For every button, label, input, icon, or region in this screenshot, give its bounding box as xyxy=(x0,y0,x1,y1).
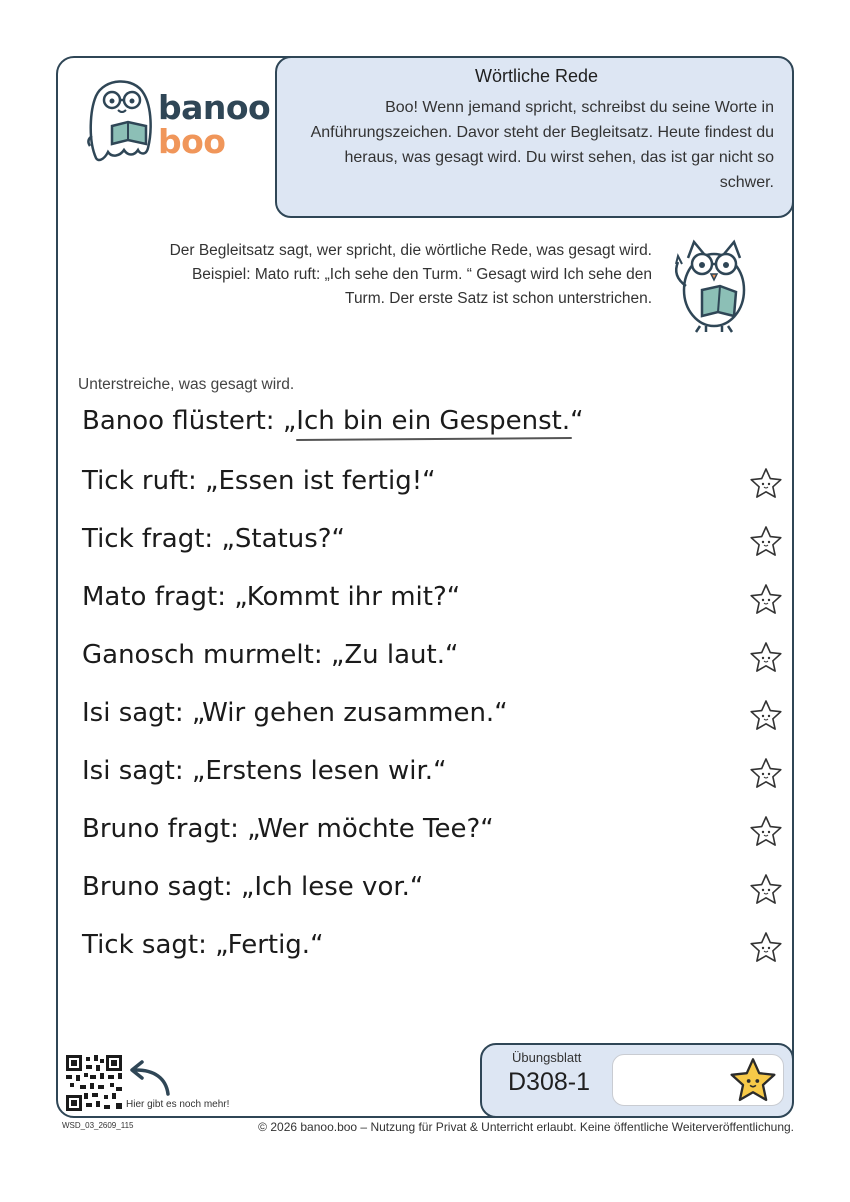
example-suffix: “ xyxy=(570,406,584,436)
sentence-9[interactable]: Tick sagt: „Fertig.“ xyxy=(82,930,324,960)
star-icon[interactable] xyxy=(748,466,784,502)
sentence-7[interactable]: Bruno fragt: „Wer möchte Tee?“ xyxy=(82,814,494,844)
logo-word-banoo: banoo xyxy=(158,88,271,127)
star-icon[interactable] xyxy=(748,930,784,966)
sentence-2[interactable]: Tick fragt: „Status?“ xyxy=(82,524,346,554)
worksheet-code: WSD_03_2609_115 xyxy=(62,1121,134,1130)
star-icon[interactable] xyxy=(748,814,784,850)
star-icon[interactable] xyxy=(748,524,784,560)
sheet-number: D308-1 xyxy=(508,1068,590,1096)
more-link-text[interactable]: Hier gibt es noch mehr! xyxy=(126,1099,230,1110)
sentence-3[interactable]: Mato fragt: „Kommt ihr mit?“ xyxy=(82,582,461,612)
sentence-8[interactable]: Bruno sagt: „Ich lese vor.“ xyxy=(82,872,424,902)
sheet-label: Übungsblatt xyxy=(512,1050,582,1065)
intro-text: Boo! Wenn jemand spricht, schreibst du seine Worte in Anführungszeichen. Davor steht der Begleitsatz. Heute findest du heraus, was gesagt wird. Du wirst sehen, das ist gar nicht so schwer. xyxy=(310,99,774,191)
owl-reading-icon xyxy=(664,230,758,334)
sentence-6[interactable]: Isi sagt: „Erstens lesen wir.“ xyxy=(82,756,447,786)
intro-box xyxy=(275,56,794,218)
logo xyxy=(82,70,272,170)
logo-word-boo: boo xyxy=(158,122,226,161)
star-icon[interactable] xyxy=(748,756,784,792)
explanation-text: Der Begleitsatz sagt, wer spricht, die wörtliche Rede, was gesagt wird. Beispiel: Mato ruft: „Ich sehe den Turm. “ Gesagt wird Ich sehe den Turm. Der erste Satz ist schon unterstrichen. xyxy=(169,242,652,307)
score-field[interactable] xyxy=(612,1054,784,1106)
ghost-reading-icon xyxy=(82,70,158,166)
instruction-text: Unterstreiche, was gesagt wird. xyxy=(78,376,295,393)
sentence-5[interactable]: Isi sagt: „Wir gehen zusammen.“ xyxy=(82,698,508,728)
curved-arrow-icon xyxy=(124,1060,174,1098)
star-icon[interactable] xyxy=(748,698,784,734)
example-underlined: Ich bin ein Gespenst. xyxy=(296,406,571,436)
example-sentence xyxy=(82,406,584,436)
gold-star-icon xyxy=(727,1055,779,1107)
star-icon[interactable] xyxy=(748,582,784,618)
example-prefix: Banoo flüstert: „ xyxy=(82,406,297,436)
star-icon[interactable] xyxy=(748,872,784,908)
sentence-1[interactable]: Tick ruft: „Essen ist fertig!“ xyxy=(82,466,436,496)
copyright-text: © 2026 banoo.boo – Nutzung für Privat & Unterricht erlaubt. Keine öffentliche Weiterveröffentlichung. xyxy=(258,1120,794,1134)
star-icon[interactable] xyxy=(748,640,784,676)
qr-code-icon[interactable] xyxy=(66,1055,122,1111)
exercise-sheet-box xyxy=(480,1043,794,1118)
worksheet-title: Wörtliche Rede xyxy=(474,66,599,86)
sentence-4[interactable]: Ganosch murmelt: „Zu laut.“ xyxy=(82,640,459,670)
